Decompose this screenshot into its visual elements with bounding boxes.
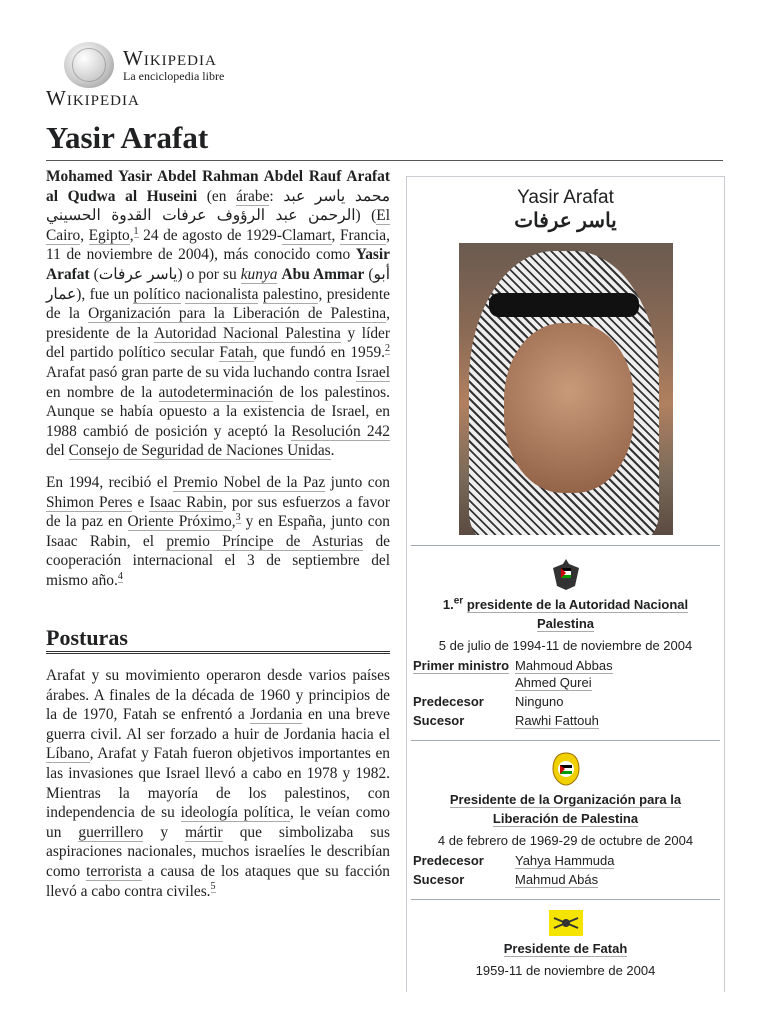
article-link[interactable]: Líbano bbox=[46, 745, 90, 763]
article-link[interactable]: Shimon Peres bbox=[46, 493, 133, 511]
reference-link[interactable]: 3 bbox=[235, 511, 241, 523]
row-label-sucesor: Sucesor bbox=[413, 713, 465, 728]
text: en una breve guerra civil. Al ser forzado a huir de Jordania hacia el bbox=[46, 706, 390, 743]
portrait-image[interactable] bbox=[459, 243, 673, 535]
text: Arafat y su movimiento operaron desde varios países árabes. A finales de la década de 1960 y principios de la de 1970, Fatah se enfrentó a bbox=[46, 667, 390, 724]
article-link[interactable]: Clamart bbox=[281, 226, 332, 244]
text: , presidente de la bbox=[46, 305, 390, 342]
ordinal: 1. bbox=[442, 597, 454, 612]
text: , bbox=[331, 226, 340, 244]
text: Arafat pasó gran parte de su vida luchando contra bbox=[46, 363, 356, 381]
value-ninguno: Ninguno bbox=[515, 694, 564, 709]
term-dates: 4 de febrero de 1969-29 de octubre de 2004 bbox=[437, 833, 694, 848]
article-link[interactable]: Francia bbox=[339, 226, 387, 244]
text: de cooperación internacional el 3 de septiembre del mismo año. bbox=[46, 532, 391, 589]
link-mahmoud-abbas[interactable]: Mahmoud Abbas bbox=[515, 658, 613, 673]
text: y líder del partido político secular bbox=[46, 324, 391, 362]
term-dates: 5 de julio de 1994-11 de noviembre de 2004 bbox=[438, 638, 693, 653]
article-link[interactable]: ideología política bbox=[180, 804, 290, 822]
wordmark-secondary: Wikipedia bbox=[46, 86, 140, 110]
text: junto con bbox=[325, 473, 390, 491]
article-link[interactable]: palestino bbox=[262, 285, 319, 303]
bold-name: Yasir Arafat bbox=[46, 246, 390, 283]
text: que simbolizaba sus aspiraciones nacionales, muchos israelíes le describían como bbox=[46, 823, 390, 880]
link-olp[interactable]: Presidente de la Organización para la Liberación de Palestina bbox=[449, 792, 682, 826]
text: de los palestinos. Aunque se había opuesto a la existencia de Israel, en 1988 cambió de posición y aceptó la bbox=[46, 383, 390, 440]
term-dates: 1959-11 de noviembre de 2004 bbox=[475, 963, 656, 978]
article-body bbox=[46, 167, 390, 913]
link-autoridad-nacional-palestina[interactable]: presidente de la Autoridad Nacional Palestina bbox=[466, 597, 689, 631]
text: a causa de los ataques que su facción llevó a cabo contra civiles. bbox=[46, 863, 391, 900]
infobox-title: Yasir Arafat bbox=[517, 187, 614, 208]
plo-emblem-icon bbox=[407, 751, 724, 790]
link-yahya-hammuda[interactable]: Yahya Hammuda bbox=[515, 853, 615, 868]
bold-name: Abu Ammar bbox=[281, 265, 365, 283]
ordinal-suffix: er bbox=[453, 595, 464, 607]
article-link[interactable]: Israel bbox=[355, 363, 391, 381]
article-link[interactable]: Consejo de Seguridad de Naciones Unidas bbox=[68, 442, 331, 460]
section-heading-posturas: Posturas bbox=[46, 628, 390, 654]
text: , por sus esfuerzos a favor de la paz en bbox=[46, 493, 391, 531]
row-label-primer-ministro[interactable]: Primer ministro bbox=[413, 658, 510, 673]
reference-link[interactable]: 2 bbox=[385, 343, 390, 355]
bold-name: Mohamed Yasir Abdel Rahman Abdel Rauf Arafat al Qudwa al Huseini bbox=[46, 168, 390, 205]
tagline: La enciclopedia libre bbox=[123, 69, 225, 83]
palestine-eagle-emblem-icon bbox=[407, 556, 724, 595]
row-label-sucesor: Sucesor bbox=[413, 872, 465, 887]
link-rawhi-fattouh[interactable]: Rawhi Fattouh bbox=[515, 713, 599, 728]
text: : محمد ياسر عبد الرحمن عبد الرؤوف عرفات القدوة الحسيني) ( bbox=[46, 187, 390, 225]
article-link[interactable]: Isaac Rabin bbox=[149, 493, 223, 511]
text: del bbox=[46, 442, 69, 460]
text: (en bbox=[197, 187, 237, 205]
text: , bbox=[231, 513, 236, 531]
text: en nombre de la bbox=[46, 383, 159, 401]
article-link[interactable]: kunya bbox=[240, 265, 278, 283]
page-title: Yasir Arafat bbox=[46, 120, 723, 161]
fatah-emblem-icon bbox=[407, 910, 724, 939]
text: , le veían como un bbox=[46, 804, 390, 841]
infobox-table-olp bbox=[413, 851, 713, 889]
infobox-table-anp bbox=[413, 656, 713, 730]
article-link[interactable]: Egipto bbox=[88, 226, 130, 244]
link-mahmud-abas[interactable]: Mahmud Abás bbox=[515, 872, 599, 887]
article-link[interactable]: político bbox=[133, 285, 181, 303]
text: , presidente de la bbox=[46, 285, 390, 323]
article-link[interactable]: árabe bbox=[236, 187, 270, 205]
article-link[interactable]: Oriente Próximo bbox=[127, 513, 232, 531]
wikipedia-logo[interactable] bbox=[64, 42, 224, 88]
article-link[interactable]: premio Príncipe de Asturias bbox=[166, 532, 364, 550]
reference-link[interactable]: 1 bbox=[133, 225, 139, 237]
article-link[interactable]: nacionalista bbox=[184, 285, 259, 303]
article-link[interactable]: El Cairo bbox=[46, 207, 390, 244]
nobel-paragraph bbox=[46, 473, 390, 591]
text: (أبو عمار), fue un bbox=[46, 265, 390, 303]
text: y bbox=[143, 823, 186, 841]
article-link[interactable]: Premio Nobel de la Paz bbox=[173, 473, 326, 491]
article-link[interactable]: autodeterminación bbox=[158, 383, 274, 401]
article-link[interactable]: Autoridad Nacional Palestina bbox=[153, 324, 341, 342]
row-label-predecesor: Predecesor bbox=[413, 853, 484, 868]
infobox bbox=[406, 176, 725, 992]
article-link[interactable]: mártir bbox=[185, 823, 223, 841]
article-link[interactable]: guerrillero bbox=[78, 823, 144, 841]
text: , bbox=[80, 226, 89, 244]
article-link[interactable]: terrorista bbox=[86, 863, 142, 880]
text: , bbox=[129, 226, 134, 244]
text: (ياسر عرفات) o por su bbox=[89, 265, 241, 283]
text: . bbox=[330, 442, 335, 460]
intro-paragraph bbox=[46, 167, 390, 461]
reference-link[interactable]: 4 bbox=[117, 570, 123, 582]
text: , que fundó en 1959. bbox=[253, 344, 385, 362]
text: e bbox=[132, 493, 150, 511]
row-label-predecesor: Predecesor bbox=[413, 694, 484, 709]
link-fatah[interactable]: Presidente de Fatah bbox=[503, 941, 628, 956]
infobox-title-arabic: ياسر عرفات bbox=[514, 210, 617, 232]
text: , Arafat y Fatah fueron objetivos importantes en las invasiones que Israel llevó a cabo en 1978 y 1982. Mientras la mayoría de los palestinos, con independencia de su bbox=[46, 745, 390, 822]
wordmark: Wikipedia bbox=[123, 46, 217, 70]
reference-link[interactable]: 5 bbox=[210, 881, 216, 893]
text: 24 de agosto de 1929- bbox=[138, 226, 282, 244]
article-link[interactable]: Resolución 242 bbox=[291, 422, 390, 440]
article-link[interactable]: Fatah bbox=[219, 344, 254, 362]
article-link[interactable]: Jordania bbox=[250, 706, 303, 724]
article-link[interactable]: Organización para la Liberación de Palestina bbox=[88, 305, 387, 323]
text: y en España, junto con Isaac Rabin, el bbox=[46, 513, 390, 550]
wikipedia-globe-icon bbox=[64, 42, 114, 88]
text: , 11 de noviembre de 2004), más conocido como bbox=[46, 226, 390, 264]
text: En 1994, recibió el bbox=[46, 473, 174, 491]
link-ahmed-qurei[interactable]: Ahmed Qurei bbox=[515, 675, 592, 690]
posturas-paragraph bbox=[46, 666, 390, 901]
